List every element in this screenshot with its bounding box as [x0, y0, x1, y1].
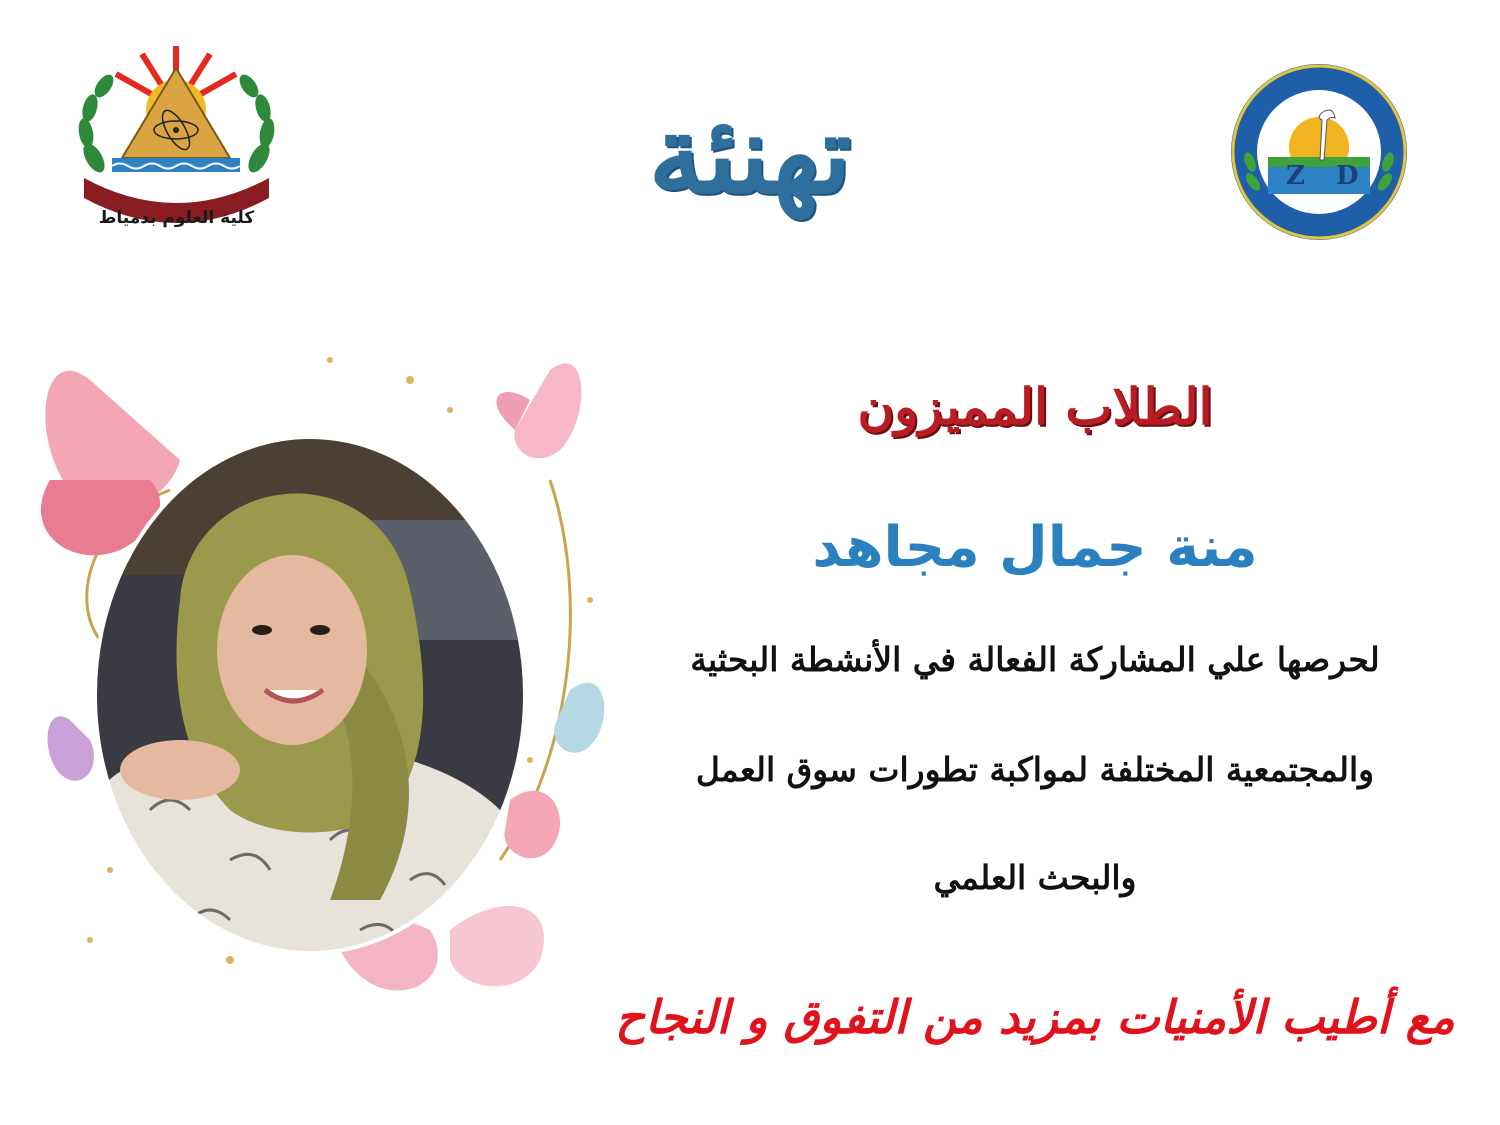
body-text-line-2: والمجتمعية المختلفة لمواكبة تطورات سوق العمل — [695, 750, 1375, 789]
zoology-department-logo — [1228, 52, 1410, 252]
student-photo-frame — [30, 340, 620, 1030]
student-name: منة جمال مجاهد — [812, 515, 1258, 580]
body-text-line-3: والبحث العلمي — [933, 858, 1137, 897]
purple-butterfly-icon — [48, 716, 94, 780]
zoology-emblem-icon — [1228, 52, 1410, 252]
blue-butterfly-icon — [554, 683, 604, 753]
distinguished-students-heading: الطلاب المميزون — [857, 377, 1213, 436]
best-wishes-text: مع أطيب الأمنيات بمزيد من التفوق و النجاح — [615, 990, 1455, 1044]
logo-letter-z: Z — [1286, 161, 1305, 191]
pink-butterfly-icon — [496, 363, 581, 458]
pink-butterfly-icon — [504, 791, 560, 859]
butterfly-frame-illustration — [30, 340, 620, 1030]
faculty-logo-arabic-text: كلية العلوم بدمياط — [98, 208, 255, 228]
body-text-line-1: لحرصها علي المشاركة الفعالة في الأنشطة البحثية — [690, 640, 1380, 679]
logo-letter-d: D — [1336, 161, 1359, 191]
faculty-logo — [64, 38, 289, 238]
page-title: تهنئة — [648, 92, 852, 218]
